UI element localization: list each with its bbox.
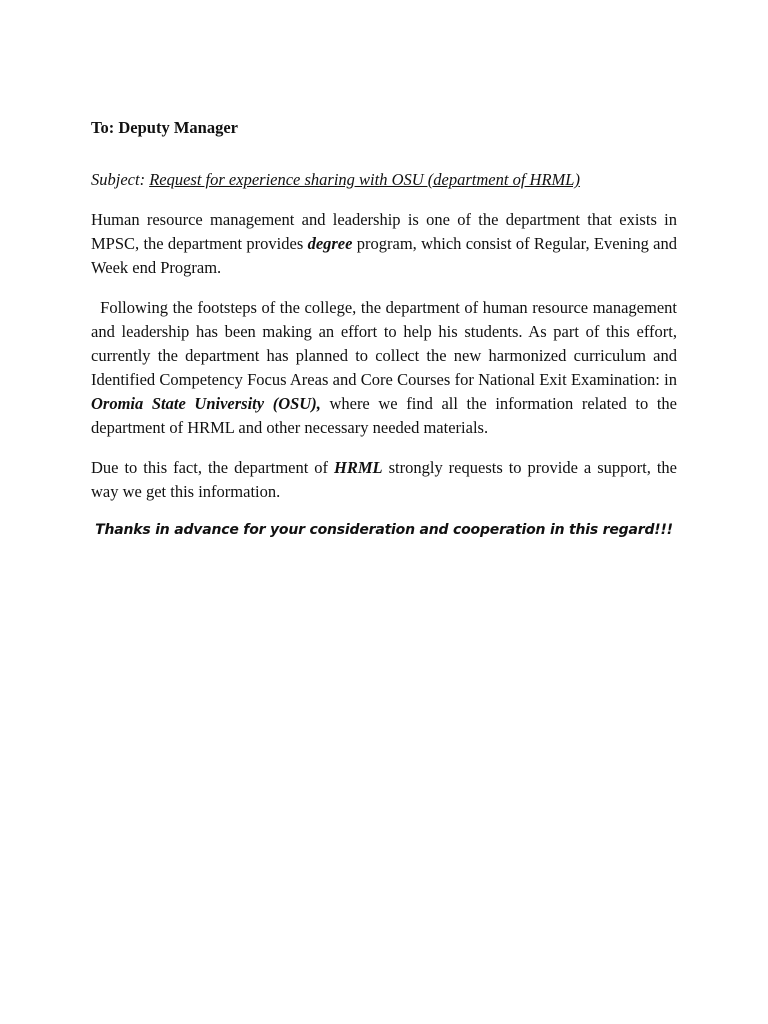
paragraph-context-text-1: Following the footsteps of the college, the department of human resource management and leadership has been making an effort to help his students. As part of this effort, currently the department has planned to collect the new harmonized curriculum and Identified Competency Focus Areas and Core Courses for National Exit Examination: in bbox=[91, 298, 677, 389]
paragraph-request-context bbox=[91, 296, 677, 440]
paragraph-request bbox=[91, 456, 677, 504]
paragraph-intro-text-1: Human resource management and leadership is one of the department that exists in MPSC, the department provides bbox=[91, 210, 677, 253]
paragraph-context-emphasis: Oromia State University (OSU), bbox=[91, 394, 321, 413]
subject-line bbox=[91, 168, 677, 192]
paragraph-context-text-2: where we find all the information related to the department of HRML and other necessary needed materials. bbox=[91, 394, 677, 437]
paragraph-intro-text-2: program, which consist of Regular, Evening and Week end Program. bbox=[91, 234, 677, 277]
subject-label: Subject: bbox=[91, 170, 146, 189]
paragraph-request-text-1: Due to this fact, the department of bbox=[91, 458, 335, 477]
closing-thanks: Thanks in advance for your consideration and cooperation in this regard!!! bbox=[95, 522, 673, 538]
paragraph-request-text-2: strongly requests to provide a support, the way we get this information. bbox=[91, 458, 678, 501]
paragraph-request-emphasis: HRML bbox=[334, 458, 383, 477]
subject-text: Request for experience sharing with OSU (department of HRML) bbox=[149, 170, 580, 189]
paragraph-intro bbox=[91, 208, 677, 280]
paragraph-intro-emphasis: degree bbox=[307, 234, 353, 253]
letter-body bbox=[91, 116, 677, 540]
recipient-line: To: Deputy Manager bbox=[91, 118, 238, 137]
